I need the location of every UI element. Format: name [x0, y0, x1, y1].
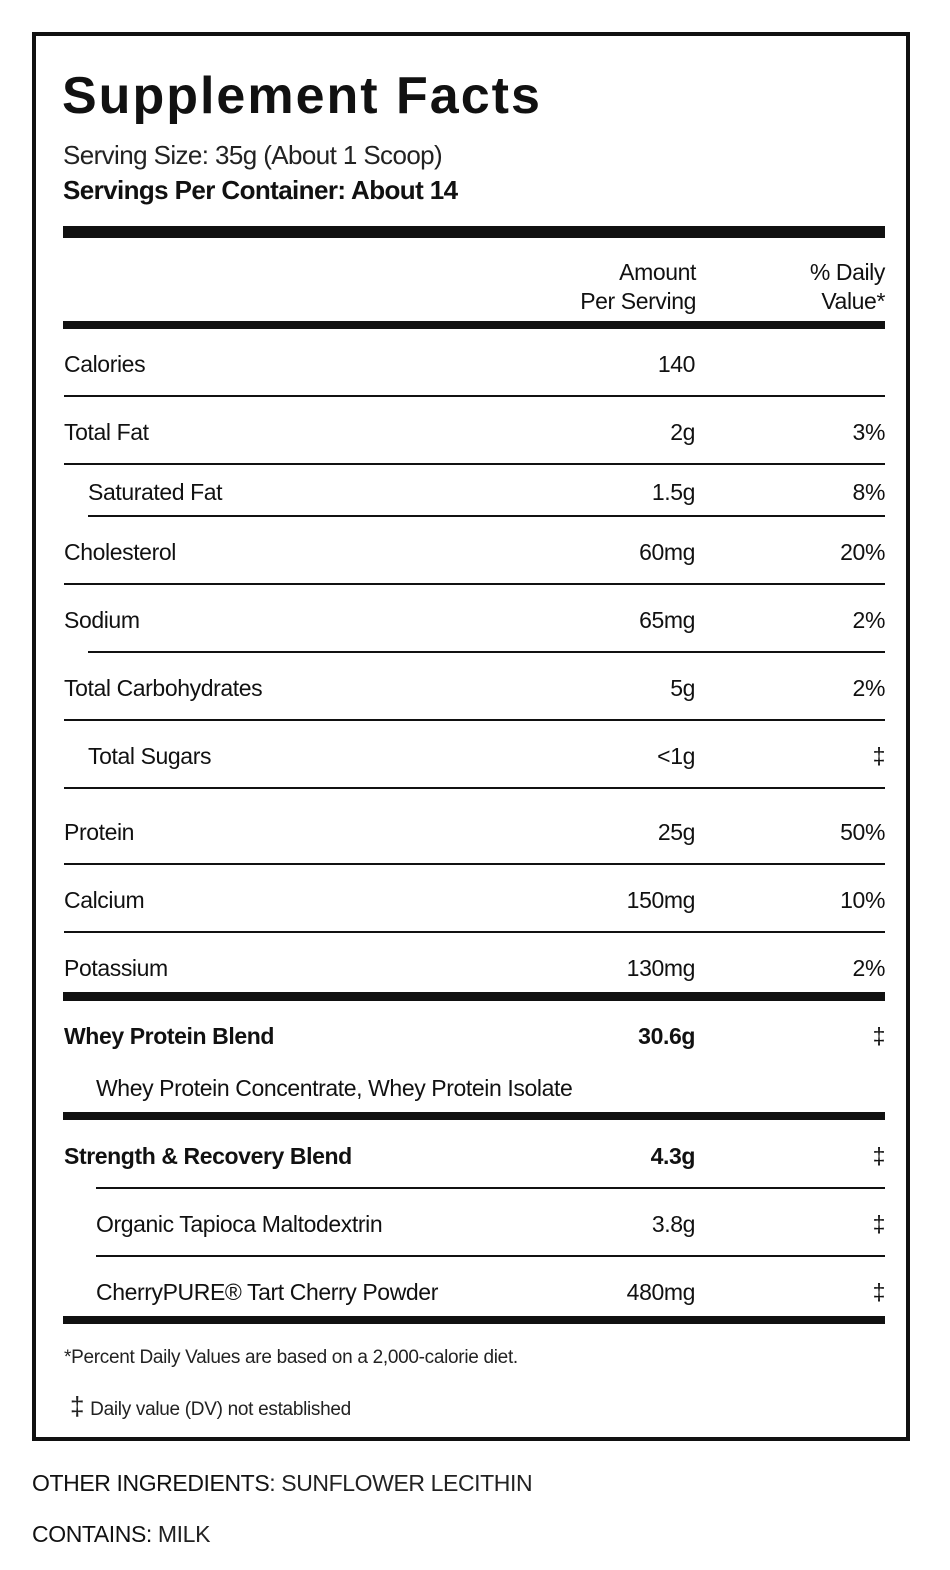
- blend-amount: 4.3g: [650, 1143, 695, 1169]
- nutrient-row-potassium: [64, 948, 885, 988]
- row-divider: [64, 863, 885, 865]
- row-divider: [64, 583, 885, 585]
- nutrient-row-protein: [64, 812, 885, 852]
- nutrient-name: Total Sugars: [88, 743, 212, 769]
- nutrient-name: Calories: [64, 351, 146, 377]
- nutrient-row-calcium: [64, 880, 885, 920]
- row-divider: [88, 515, 885, 517]
- footnote-dagger: [70, 1392, 351, 1424]
- nutrient-amount: 130mg: [626, 955, 695, 981]
- blend-row-strength-recovery: [64, 1136, 885, 1176]
- nutrient-dv: 2%: [852, 607, 885, 633]
- contains-value: MILK: [151, 1521, 211, 1547]
- nutrient-dv: 50%: [840, 819, 885, 845]
- component-amount: 480mg: [626, 1279, 695, 1305]
- nutrient-amount: 2g: [670, 419, 695, 445]
- nutrient-row-calories: [64, 344, 885, 384]
- panel-title: Supplement Facts: [62, 67, 542, 125]
- blend-component-row-tart-cherry: [96, 1272, 885, 1312]
- row-divider: [64, 719, 885, 721]
- nutrient-amount: 150mg: [626, 887, 695, 913]
- row-divider: [96, 1255, 885, 1257]
- footnote-daily-values: *Percent Daily Values are based on a 2,000-calorie diet.: [64, 1347, 518, 1368]
- row-divider: [88, 651, 885, 653]
- other-ingredients-value: SUNFLOWER LECITHIN: [281, 1470, 533, 1496]
- nutrient-name: Calcium: [64, 887, 145, 913]
- thick-divider-top: [63, 226, 885, 238]
- thick-divider-strength: [63, 1112, 885, 1120]
- blend-amount: 30.6g: [638, 1023, 695, 1049]
- nutrient-dv: 2%: [852, 675, 885, 701]
- blend-dv: ‡: [872, 1023, 885, 1049]
- other-ingredients: [32, 1467, 532, 1499]
- nutrient-name: Total Carbohydrates: [64, 675, 263, 701]
- nutrient-name: Saturated Fat: [88, 479, 223, 505]
- component-name: CherryPURE® Tart Cherry Powder: [96, 1279, 438, 1305]
- contains-allergens: [32, 1518, 210, 1550]
- nutrient-amount: 1.5g: [651, 479, 695, 505]
- row-divider: [64, 395, 885, 397]
- header-daily-value: [810, 258, 885, 316]
- nutrient-dv: 20%: [840, 539, 885, 565]
- thick-divider-header: [63, 321, 885, 329]
- blend-component-row-tapioca: [96, 1204, 885, 1244]
- nutrient-row-saturated-fat: [88, 472, 885, 512]
- row-divider: [96, 1187, 885, 1189]
- other-ingredients-sep: :: [269, 1470, 282, 1496]
- nutrient-name: Sodium: [64, 607, 140, 633]
- blend-name: Strength & Recovery Blend: [64, 1143, 352, 1169]
- blend-name: Whey Protein Blend: [64, 1023, 275, 1049]
- servings-per-container: Servings Per Container: About 14: [63, 175, 458, 205]
- nutrient-row-total-sugars: [88, 736, 885, 776]
- nutrient-amount: 140: [657, 351, 695, 377]
- nutrient-amount: 25g: [657, 819, 695, 845]
- other-ingredients-key: OTHER INGREDIENTS: [32, 1470, 270, 1496]
- row-divider: [64, 931, 885, 933]
- nutrient-row-total-carbohydrates: [64, 668, 885, 708]
- nutrient-row-sodium: [64, 600, 885, 640]
- header-amount-line1: Amount: [619, 259, 696, 285]
- nutrient-name: Protein: [64, 819, 135, 845]
- nutrient-amount: 5g: [670, 675, 695, 701]
- nutrient-dv: 8%: [852, 479, 885, 505]
- nutrient-amount: 65mg: [639, 607, 695, 633]
- thick-divider-bottom: [63, 1316, 885, 1324]
- serving-size: Serving Size: 35g (About 1 Scoop): [63, 140, 443, 170]
- contains-key: CONTAINS:: [32, 1521, 152, 1547]
- nutrient-row-total-fat: [64, 412, 885, 452]
- nutrient-dv: ‡: [872, 743, 885, 769]
- header-dv-line1: % Daily: [809, 259, 885, 285]
- component-dv: ‡: [872, 1279, 885, 1305]
- component-amount: 3.8g: [651, 1211, 695, 1237]
- component-dv: ‡: [872, 1211, 885, 1237]
- nutrient-dv: 3%: [852, 419, 885, 445]
- nutrient-amount: <1g: [657, 743, 695, 769]
- component-name: Organic Tapioca Maltodextrin: [96, 1211, 383, 1237]
- whey-blend-components: Whey Protein Concentrate, Whey Protein Isolate: [96, 1075, 573, 1101]
- nutrient-name: Total Fat: [64, 419, 149, 445]
- thick-divider-blends: [63, 992, 885, 1001]
- footnote-dagger-text: Daily value (DV) not established: [90, 1399, 351, 1420]
- nutrient-amount: 60mg: [639, 539, 695, 565]
- nutrient-dv: 10%: [840, 887, 885, 913]
- header-amount-line2: Per Serving: [580, 288, 696, 314]
- nutrient-row-cholesterol: [64, 532, 885, 572]
- header-amount-per-serving: [580, 258, 696, 316]
- nutrient-name: Potassium: [64, 955, 168, 981]
- blend-dv: ‡: [872, 1143, 885, 1169]
- blend-row-whey-protein: [64, 1016, 885, 1056]
- row-divider: [64, 463, 885, 465]
- header-dv-line2: Value*: [821, 288, 885, 314]
- dagger-icon: ‡: [70, 1391, 85, 1421]
- nutrient-dv: 2%: [852, 955, 885, 981]
- row-divider: [64, 787, 885, 789]
- nutrient-name: Cholesterol: [64, 539, 176, 565]
